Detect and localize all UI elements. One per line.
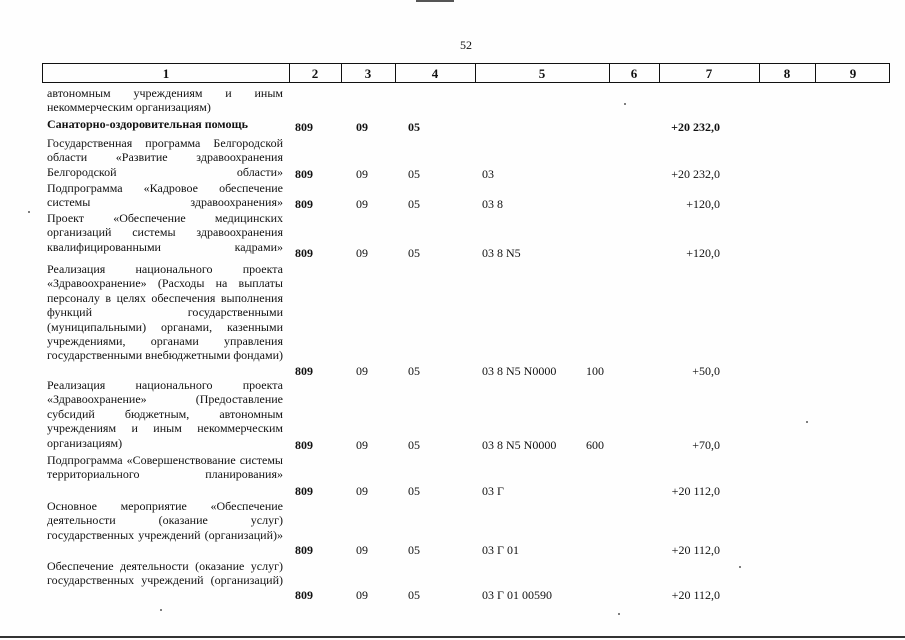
- table-cell: 100: [586, 364, 604, 378]
- table-cell: 09: [356, 543, 368, 557]
- table-cell: 05: [408, 484, 420, 498]
- table-cell: 809: [295, 543, 313, 557]
- header-col-1: 1: [162, 66, 170, 81]
- scan-speck: [739, 566, 741, 568]
- table-cell: +20 112,0: [671, 588, 720, 602]
- table-cell: 05: [408, 197, 420, 211]
- table-row-desc: Реализация национального проекта «Здравоохранение» (Предоставление субсидий бюджетным, автономным учреждениям и иным некоммерческим организациям): [47, 378, 283, 450]
- table-cell: 809: [295, 438, 313, 452]
- table-cell: 05: [408, 364, 420, 378]
- table-cell: 03 8: [482, 197, 503, 211]
- table-cell: +120,0: [686, 246, 720, 260]
- table-cell: +70,0: [692, 438, 720, 452]
- scan-speck: [28, 211, 30, 213]
- table-cell: 809: [295, 588, 313, 602]
- table-row-desc: Государственная программа Белгородской области «Развитие здравоохранения Белгородской области»: [47, 136, 283, 179]
- header-col-2: 2: [311, 66, 319, 81]
- table-cell: 05: [408, 588, 420, 602]
- table-row-desc: Проект «Обеспечение медицинских организаций системы здравоохранения квалифицированными кадрами»: [47, 211, 283, 254]
- table-header: [42, 63, 890, 83]
- table-cell: 09: [356, 120, 368, 134]
- table-row-desc: Обеспечение деятельности (оказание услуг) государственных учреждений (организаций): [47, 559, 283, 588]
- table-cell: 03 Г 01: [482, 543, 519, 557]
- table-cell: +20 232,0: [671, 120, 720, 134]
- table-cell: 09: [356, 484, 368, 498]
- table-row-desc: Подпрограмма «Совершенствование системы территориального планирования»: [47, 453, 283, 482]
- scan-speck: [160, 609, 162, 611]
- table-cell: 03: [482, 167, 494, 181]
- header-col-9: 9: [849, 66, 857, 81]
- table-cell: 05: [408, 120, 420, 134]
- header-col-3: 3: [364, 66, 372, 81]
- header-col-4: 4: [431, 66, 439, 81]
- table-cell: +120,0: [686, 197, 720, 211]
- table-row-desc: Основное мероприятие «Обеспечение деятельности (оказание услуг) государственных учреждений (организаций)»: [47, 499, 283, 542]
- table-row-desc: Санаторно-оздоровительная помощь: [47, 117, 248, 131]
- table-row-desc: автономным учреждениям и иным некоммерческим организациям): [47, 86, 283, 115]
- table-cell: 03 8 N5 N0000: [482, 364, 557, 378]
- table-cell: 809: [295, 484, 313, 498]
- table-cell: 809: [295, 120, 313, 134]
- page-number: 52: [460, 38, 472, 52]
- scan-speck: [618, 613, 620, 615]
- scan-speck: [806, 421, 808, 423]
- table-cell: 600: [586, 438, 604, 452]
- header-col-5: 5: [538, 66, 546, 81]
- header-col-8: 8: [783, 66, 791, 81]
- table-cell: 03 8 N5: [482, 246, 521, 260]
- table-cell: 05: [408, 438, 420, 452]
- table-cell: 09: [356, 438, 368, 452]
- scan-speck: [624, 103, 626, 105]
- table-cell: +50,0: [692, 364, 720, 378]
- table-cell: 05: [408, 543, 420, 557]
- table-cell: 809: [295, 167, 313, 181]
- table-row-desc: Подпрограмма «Кадровое обеспечение системы здравоохранения»: [47, 181, 283, 210]
- table-cell: 809: [295, 197, 313, 211]
- table-cell: 09: [356, 167, 368, 181]
- table-cell: 03 Г: [482, 484, 504, 498]
- table-row-desc: Реализация национального проекта «Здравоохранение» (Расходы на выплаты персоналу в целях обеспечения выполнения функций государственными (муниципальными) органами, казенными учреждениями, органами управления государственными внебюджетными фондами): [47, 262, 284, 363]
- bottom-edge-line: [0, 636, 905, 638]
- table-cell: 05: [408, 246, 420, 260]
- table-cell: 03 8 N5 N0000: [482, 438, 557, 452]
- table-cell: 05: [408, 167, 420, 181]
- table-cell: 09: [356, 588, 368, 602]
- table-cell: 09: [356, 364, 368, 378]
- table-cell: 09: [356, 246, 368, 260]
- table-cell: +20 112,0: [671, 484, 720, 498]
- header-col-6: 6: [630, 66, 638, 81]
- table-cell: 809: [295, 246, 313, 260]
- table-cell: 809: [295, 364, 313, 378]
- table-cell: +20 232,0: [671, 167, 720, 181]
- table-cell: 03 Г 01 00590: [482, 588, 552, 602]
- header-col-7: 7: [705, 66, 713, 81]
- table-cell: 09: [356, 197, 368, 211]
- top-edge-mark: [416, 0, 454, 2]
- table-cell: +20 112,0: [671, 543, 720, 557]
